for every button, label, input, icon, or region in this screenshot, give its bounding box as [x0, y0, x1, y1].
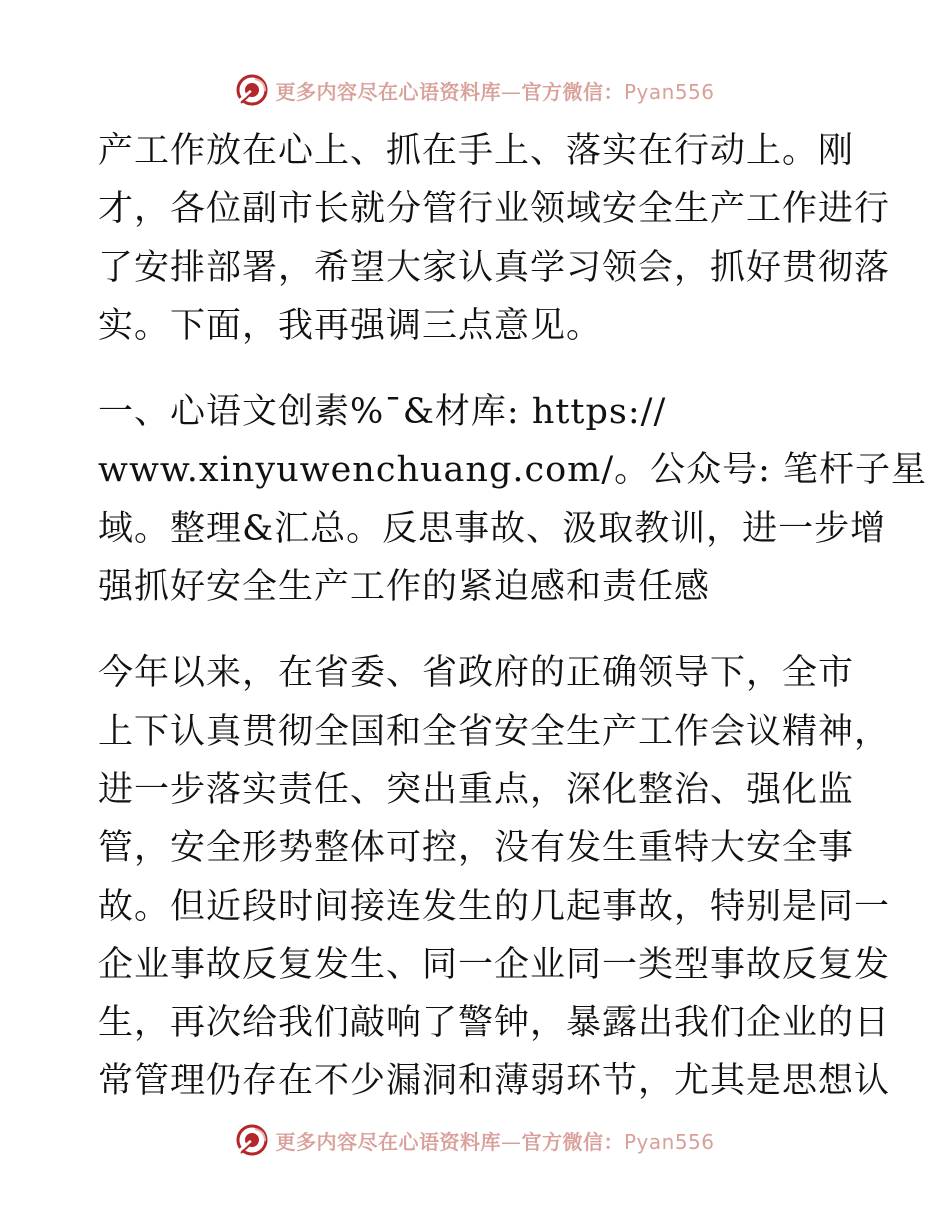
header-banner [0, 70, 950, 110]
text-line: 上下认真贯彻全国和全省安全生产工作会议精神， [98, 711, 891, 752]
header-banner-text [275, 76, 714, 105]
xinyu-logo-icon [235, 73, 269, 107]
text-line: 今年以来，在省委、省政府的正确领导下，全市 [98, 653, 855, 694]
xinyu-logo-icon [235, 1123, 269, 1157]
paragraph-gap [98, 616, 868, 644]
footer-banner-dash: — [500, 1129, 522, 1154]
section-heading-1 [98, 383, 928, 616]
text-line: www.xinyuwenchuang.com/。公众号: 笔杆子星 [98, 450, 928, 491]
header-banner-dash: — [500, 79, 522, 104]
footer-banner-text [275, 1126, 714, 1155]
paragraph-1 [98, 122, 891, 355]
text-line: 产工作放在心上、抓在手上、落实在行动上。刚 [98, 131, 855, 171]
document-body [98, 122, 928, 1111]
footer-banner [0, 1120, 950, 1160]
text-line: 一、心语文创素%¯&材库: https:// [98, 392, 667, 433]
header-wechat-label: 官方微信： [521, 79, 624, 104]
footer-wechat-id: Pyan556 [623, 1129, 715, 1154]
text-line: 强抓好安全生产工作的紧迫感和责任感 [98, 567, 711, 608]
paragraph-2 [98, 644, 891, 1110]
footer-wechat-label: 官方微信： [521, 1129, 624, 1154]
text-line: 进一步落实责任、突出重点，深化整治、强化监 [98, 769, 855, 810]
text-line: 常管理仍存在不少漏洞和薄弱环节，尤其是思想认 [98, 1061, 891, 1102]
text-line: 管，安全形势整体可控，没有发生重特大安全事 [98, 828, 855, 869]
text-line: 了安排部署，希望大家认真学习领会，抓好贯彻落 [98, 247, 891, 288]
text-line: 才，各位副市长就分管行业领域安全生产工作进行 [98, 189, 891, 230]
text-line: 企业事故反复发生、同一企业同一类型事故反复发 [98, 944, 891, 985]
text-line: 生，再次给我们敲响了警钟，暴露出我们企业的日 [98, 1003, 891, 1044]
header-wechat-id: Pyan556 [623, 79, 715, 104]
header-banner-slogan: 更多内容尽在心语资料库 [275, 79, 501, 104]
text-line: 故。但近段时间接连发生的几起事故，特别是同一 [98, 886, 891, 927]
paragraph-gap [98, 355, 868, 383]
footer-banner-slogan: 更多内容尽在心语资料库 [275, 1129, 501, 1154]
text-line: 域。整理&汇总。反思事故、汲取教训，进一步增 [98, 508, 887, 549]
text-line: 实。下面，我再强调三点意见。 [98, 305, 603, 346]
